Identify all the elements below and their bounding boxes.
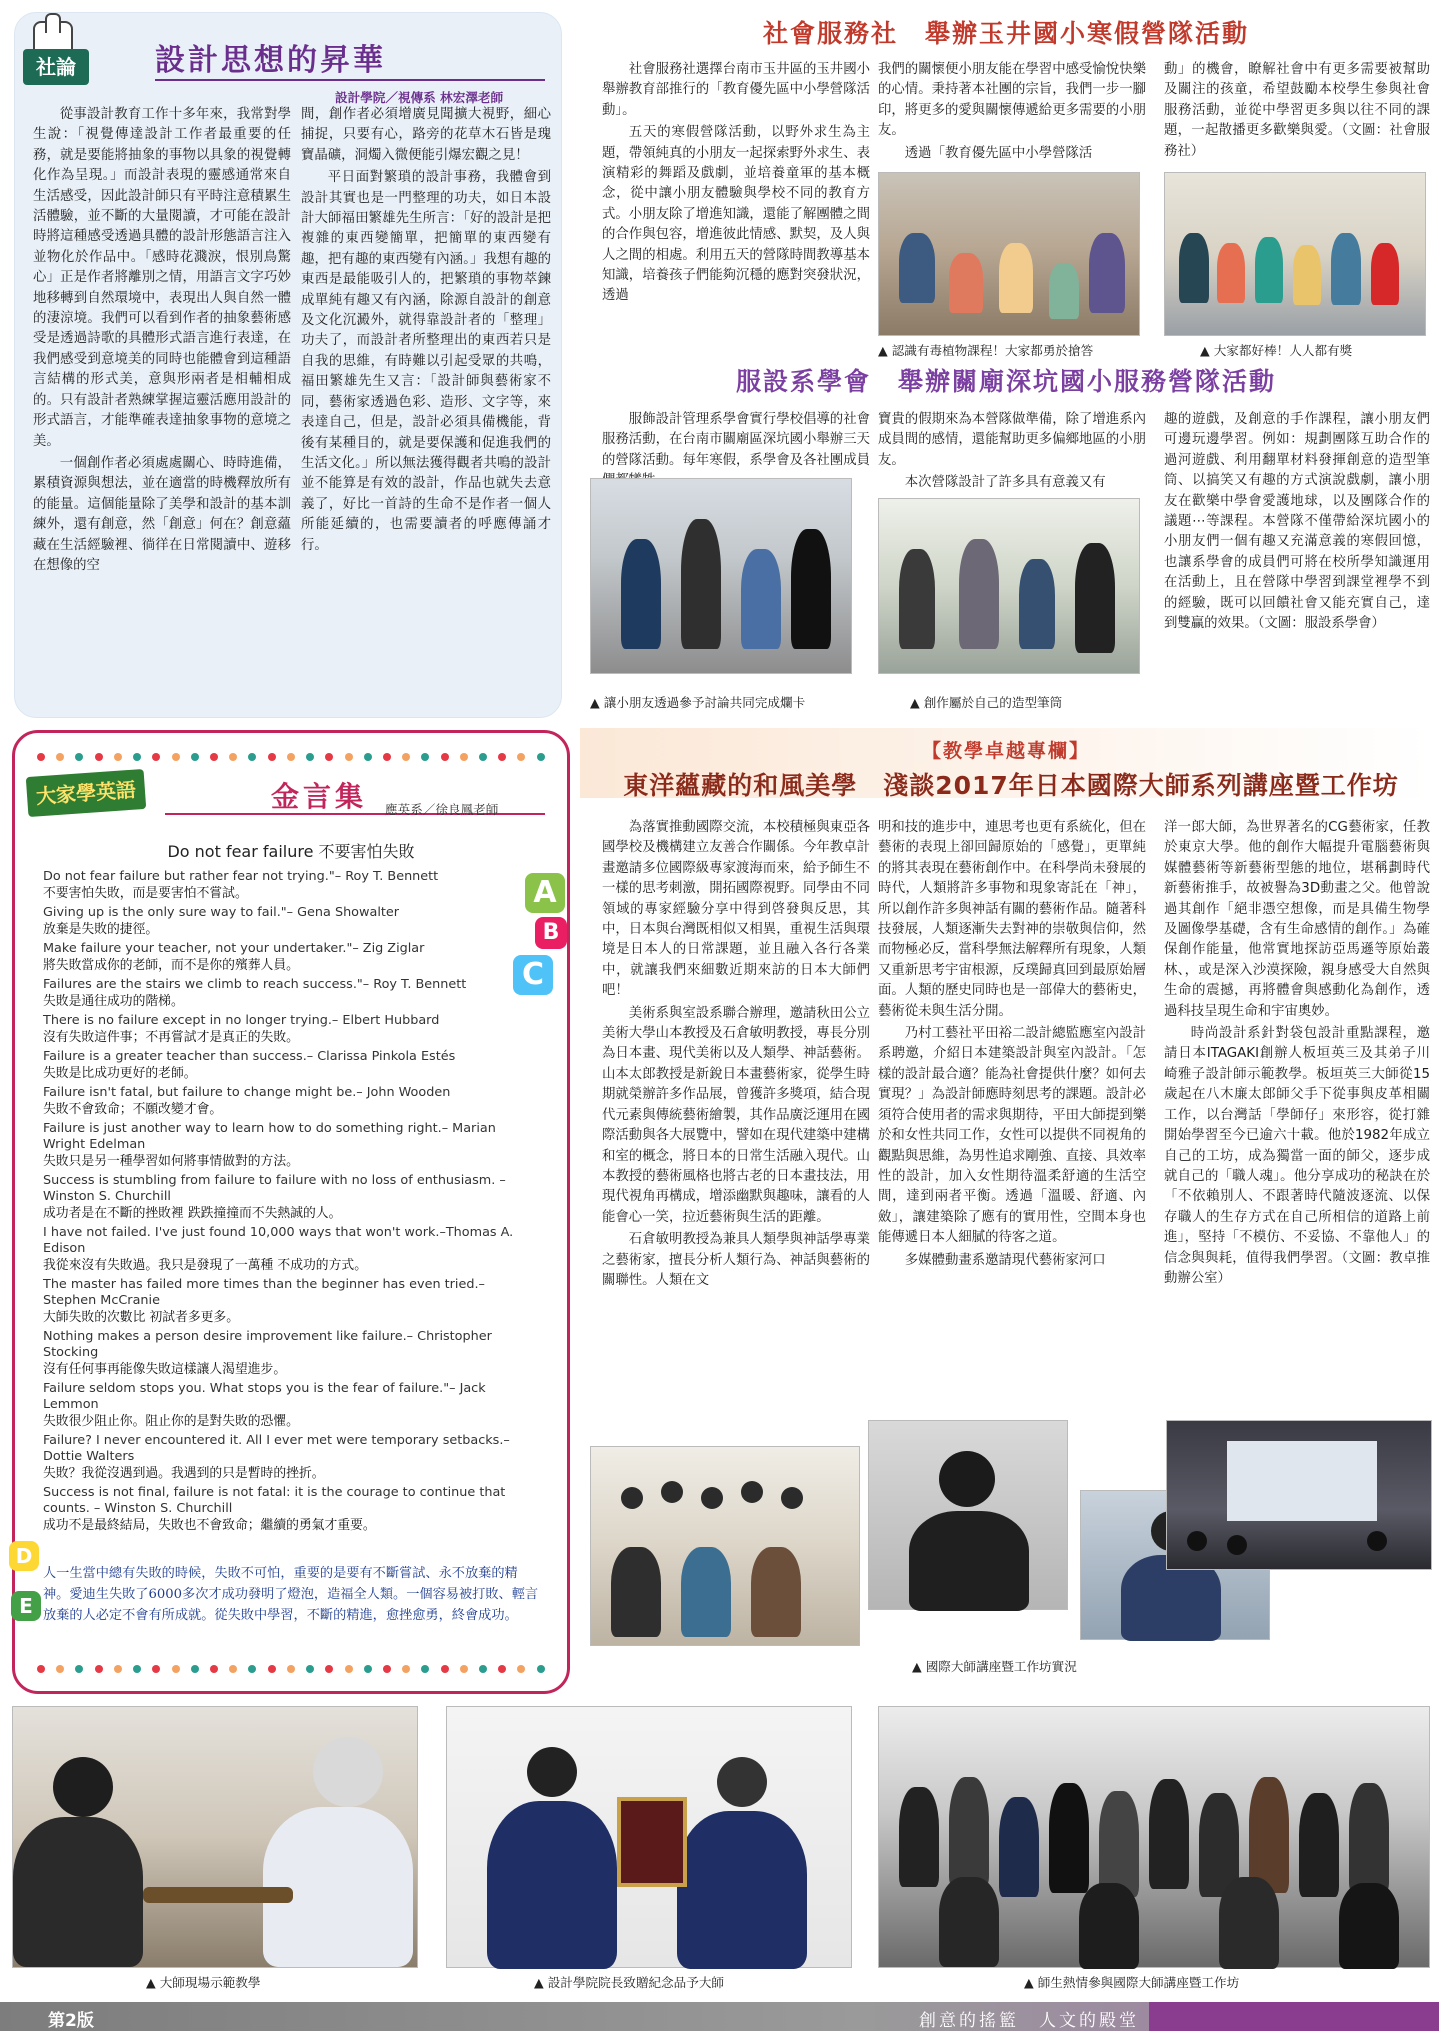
fashion-photo-2 bbox=[878, 498, 1140, 674]
fashion-title: 服設系學會 舉辦關廟深坑國小服務營隊活動 bbox=[735, 367, 1276, 396]
service-column-3 bbox=[1164, 60, 1430, 170]
quote-item: Failure is just another way to learn how to do something right.– Marian Wright Edelman 失敗只是另一種學習如何將事情做對的方法。 bbox=[43, 1121, 496, 1169]
editorial-column-2 bbox=[301, 105, 551, 711]
letter-b-icon: B bbox=[535, 917, 567, 949]
paragraph: 社會服務社選擇台南市玉井區的玉井國小舉辦教育部推行的「教育優先區中小學營隊活動」。 bbox=[602, 62, 870, 118]
paragraph: 服飾設計管理系學會實行學校倡導的社會服務活動，在台南市關廟區深坑國小舉辦三天的營隊活動。每年寒假，系學會及各社團成員 bbox=[602, 412, 870, 468]
fashion-column-3 bbox=[1164, 410, 1430, 696]
excellence-title: 東洋蘊藏的和風美學 淺談2017年日本國際大師系列講座暨工作坊 bbox=[623, 771, 1399, 800]
footer-accent-bar bbox=[1149, 2002, 1439, 2031]
quotes-author: 應英系／徐良鳳老師 bbox=[385, 802, 499, 817]
paragraph: 石倉敏明教授為兼具人類學與神話學專業之藝術家，擅長分析人類行為、神話與藝術的關聯性。人類在文 bbox=[602, 1232, 870, 1288]
service-caption-1: ▲ 認識有毒植物課程！大家都勇於搶答 bbox=[878, 343, 1094, 358]
title-underline bbox=[155, 79, 545, 81]
lecture-group-photo bbox=[590, 1446, 860, 1646]
paragraph: 明和技的進步中，連思考也更有系統化，但在藝術的表現上卻回歸原始的「感覺」，更單純的將其表現在藝術創作中。在科學尚未發展的時代，人類將許多事物和現象寄託在「神」，所以創作許多與神話有關的藝術作品。隨著科技發展，人類逐漸失去對神的崇敬與信仰，然而物極必反，當科學無法解釋所有現象，人類又重新思考宇宙根源，反璞歸真回到最原始層面。人類的歷史同時也是一部偉大的藝術史，藝術從未與生活分開。 bbox=[878, 820, 1146, 1019]
quote-item: Failure isn't fatal, but failure to change might be.– John Wooden 失敗不會致命；不願改變才會。 bbox=[43, 1085, 451, 1117]
paragraph: 透過「教育優先區中小學營隊活 bbox=[904, 145, 1093, 161]
paragraph: 五天的寒假營隊活動，以野外求生為主題，帶領純真的小朋友一起探索野外求生、表演精彩的舞蹈及戲劇，並培養童軍的基本概念，從中讓小朋友體驗與學校不同的教育方式。小朋友除了增進知識，還能了解團體之間的合作與包容，增進彼此情感、默契，及人與人之間的相處。利用五天的營隊時間教導基本知識，培養孩子們能夠沉穩的應對突發狀況，透過 bbox=[602, 125, 870, 304]
footer-motto: 創意的搖籃 人文的殿堂 bbox=[919, 2011, 1139, 2031]
quote-item: Failures are the stairs we climb to reach success."– Roy T. Bennett 失敗是通往成功的階梯。 bbox=[43, 977, 467, 1009]
group-participants-photo bbox=[878, 1706, 1430, 1968]
quote-list bbox=[43, 869, 523, 1537]
column-kicker: 【教學卓越專欄】 bbox=[921, 740, 1090, 762]
bottom-caption-1: ▲ 大師現場示範教學 bbox=[146, 1975, 261, 1990]
quote-item: Success is stumbling from failure to failure with no loss of enthusiasm. – Winston S. Churchill 成功者是在不斷的挫敗裡 跌跌撞撞而不失熱誠的人。 bbox=[43, 1173, 506, 1221]
paragraph: 平日面對繁瑣的設計事務，我體會到設計其實也是一門整理的功夫，如日本設計大師福田繁雄先生所言：「好的設計是把複雜的東西變簡單，把簡單的東西變有趣，把有趣的東西變有內涵。」我想有趣的東西是最能吸引人的，把繁瑣的事物萃鍊成單純有趣又有內涵，除源自設計的創意及文化沉澱外，就得靠設計者的「整理」功夫了，而設計者所整理出的東西若只是自我的思維，有時難以引起受眾的共鳴，福田繁雄先生又言：「設計師與藝術家不同，藝術家透過色彩、造形、文字等，來表達自己，但是，設計必須具備機能，背後有某種目的，就是要保護和促進我們的生活文化。」所以無法獲得觀者共鳴的設計並不能算是有效的設計，作品也就失去意義了，好比一首詩的生命不是作者一個人所能延續的，也需要讀者的呼應傳誦才行。 bbox=[301, 170, 551, 553]
bottom-photo-row bbox=[0, 1696, 1439, 1996]
quote-item: I have not failed. I've just found 10,000 ways that won't work.–Thomas A. Edison 我從來沒有失敗過。我只是發現了一萬種 不成功的方式。 bbox=[43, 1225, 514, 1273]
paragraph: 從事設計教育工作十多年來，我常對學生說：「視覺傳達設計工作者最重要的任務，就是要能將抽象的事物以具象的視覺轉化作為呈現。」而設計表現的靈感通常來自生活感受，因此設計師只有平時注意積累生活體驗，並不斷的大量閱讀，才可能在設計時將這種感受透過具體的設計形態語言注入並物化於作品中。「感時花濺淚，恨別鳥驚心」正是作者將離別之情，用語言文字巧妙地移轉到自然環境中，表現出人與自然一體的淒涼境。我們可以看到作者的抽象藝術感受是透過詩歌的具體形式語言進行表達，在我們感受到意境美的同時也能體會到這種語言結構的形式美，意與形兩者是相輔相成的。只有設計者熟練掌握這靈活應用設計的形式語言，才能準確表達抽象事物的意境之美。 bbox=[33, 107, 291, 449]
paragraph: 為落實推動國際交流，本校積極與東亞各國學校及機構建立友善合作關係。今年教卓計畫邀請多位國際級專家渡海而來，給予師生不一樣的思考刺激，開拓國際視野。同學由不同領域的專家經驗分享中得到啓發與反思，其中，日本與台灣既相似又相異，重視生活與環境是日本人的日常課題，並且融入各行各業中，就讓我們來細數近期來訪的日本大師們吧！ bbox=[602, 820, 870, 999]
service-title: 社會服務社 舉辦玉井國小寒假營隊活動 bbox=[762, 19, 1249, 48]
fashion-photo-1 bbox=[590, 478, 852, 674]
paragraph: 乃村工藝社平田裕二設計總監應室內設計系聘邀，介紹日本建築設計與室內設計。「怎樣的設計最合適？能為社會提供什麼？如何去實現？」為設計師應時刻思考的課題。設計必須符合使用者的需求與期待，平田大師提到樂於和女性共同工作，女性可以提供不同視角的觀點與思維，為男性追求剛強、直接、具效率性的設計，加入女性期待溫柔舒適的生活空間，達到兩者平衡。透過「溫暖、舒適、內斂」，讓建築除了應有的實用性，空間本身也能傳遞日本人細膩的待客之道。 bbox=[878, 1026, 1146, 1246]
paragraph: 美術系與室設系聯合辦理，邀請秋田公立美術大學山本教授及石倉敏明教授，專長分別為日本畫、現代美術以及人類學、神話藝術。山本太郎教授是新銳日本畫藝術家，從學生時期就榮辦許多作品展，曾獲許多獎項，結合現代元素與傳統藝術繪製，其作品廣泛運用在國際活動與各大展覽中，譬如在現代建築中建構和室的概念，將日本的日常生活融入現代。山本教授的藝術風格也將古老的日本畫技法，用現代視角再構成，增添幽默與趣味，讓看的人能會心一笑，拉近藝術與生活的距離。 bbox=[602, 1005, 870, 1225]
quote-item: Giving up is the only sure way to fail."– Gena Showalter 放棄是失敗的捷徑。 bbox=[43, 905, 400, 937]
excellence-column-2 bbox=[878, 818, 1146, 1392]
editorial-badge bbox=[23, 21, 101, 87]
letter-d-icon: D bbox=[9, 1541, 39, 1571]
letter-c-icon: C bbox=[513, 955, 553, 995]
editorial-column-1 bbox=[33, 105, 291, 711]
quotes-closing-note: 人一生當中總有失敗的時候，失敗不可怕，重要的是要有不斷嘗試、永不放棄的精神。愛迪生失敗了6000多次才成功發明了燈泡，造福全人類。一個容易被打敗、輕言放棄的人必定不會有所成就。從失敗中學習，不斷的精進，愈挫愈勇，終會成功。 bbox=[43, 1566, 539, 1623]
fashion-caption-1: ▲ 讓小朋友透過參予討論共同完成爛卡 bbox=[590, 695, 806, 710]
paragraph: 趣的遊戲，及創意的手作課程，讓小朋友們可邊玩邊學習。例如：規劃團隊互助合作的過河遊戲、利用翻單材料發揮創意的造型筆筒、以搞笑又有趣的方式演說戲劇，讓小朋友在歡樂中學會愛護地球，以及團隊合作的議題⋯等課程。本營隊不僅帶給深坑國小的小朋友們一個有趣又充滿意義的寒假回憶，也讓系學會的成員們可將在校所學知識運用在活動上，且在營隊中學習到課堂裡學不到的經驗，既可以回饋社會又能充實自己，達到雙贏的效果。（文圖：服設系學會） bbox=[1164, 412, 1430, 632]
page-number: 第2版 bbox=[48, 2011, 94, 2031]
bottom-caption-2: ▲ 設計學院院長致贈紀念品予大師 bbox=[534, 1975, 725, 1990]
excellence-caption: ▲ 國際大師講座暨工作坊實況 bbox=[912, 1659, 1077, 1674]
quote-item: Nothing makes a person desire improvement like failure.– Christopher Stocking 沒有任何事再能像失敗這樣讓人渴望進步。 bbox=[43, 1329, 492, 1377]
service-column-2 bbox=[878, 60, 1146, 166]
quote-item: Make failure your teacher, not your undertaker."– Zig Ziglar 將失敗當成你的老師，而不是你的殯葬人員。 bbox=[43, 941, 425, 973]
editorial-section bbox=[14, 12, 562, 718]
service-column-1 bbox=[602, 60, 870, 356]
quote-item: The master has failed more times than the beginner has even tried.– Stephen McCranie 大師失敗的次數比 初試者多更多。 bbox=[43, 1277, 485, 1325]
letter-e-icon: E bbox=[11, 1591, 41, 1621]
editorial-title: 設計思想的昇華 bbox=[155, 43, 386, 78]
page-footer bbox=[0, 2002, 1439, 2031]
paragraph: 我們的關懷便小朋友能在學習中感受愉悅快樂的心情。秉持著本社團的宗旨，我們一步一腳印，將更多的愛與關懷傳遞給更多需要的小朋友。 bbox=[878, 62, 1146, 139]
editorial-badge-label: 社論 bbox=[23, 49, 89, 85]
fashion-caption-2: ▲ 創作屬於自己的造型筆筒 bbox=[910, 695, 1063, 710]
editorial-author: 設計學院／視傳系 林宏澤老師 bbox=[335, 90, 504, 105]
service-photo-2 bbox=[1164, 172, 1426, 336]
teaching-excellence-section bbox=[580, 722, 1432, 1402]
artist-lecture-photo bbox=[868, 1420, 1068, 1610]
paragraph: 一個創作者必須處處關心、時時進備，累積資源與想法，並在適當的時機釋放所有的能量。這個能量除了美學和設計的基本訓練外，還有創意，然「創意」何在？創意蘊藏在生活經驗裡、徜徉在日常閱讀中、遊移在想像的空 bbox=[33, 455, 291, 573]
paragraph: 動」的機會，瞭解社會中有更多需要被幫助及關注的孩童，希望鼓勵本校學生參與社會服務活動，並從中學習更多與以往不同的課題，一起散播更多歡樂與愛。（文圖：社會服務社） bbox=[1164, 62, 1430, 159]
excellence-column-3 bbox=[1164, 818, 1430, 1392]
service-photo-1 bbox=[878, 172, 1140, 336]
paragraph: 寶貴的假期來為本營隊做準備，除了增進系內成員間的感情，還能幫助更多偏鄉地區的小朋友。 bbox=[878, 412, 1146, 468]
letter-a-icon: A bbox=[525, 873, 565, 913]
paragraph: 本次營隊設計了許多具有意義又有 bbox=[904, 475, 1106, 491]
excellence-column-1 bbox=[602, 818, 870, 1392]
quotes-heading: Do not fear failure 不要害怕失敗 bbox=[167, 842, 415, 861]
fashion-dept-section bbox=[580, 362, 1432, 710]
service-caption-2: ▲ 大家都好棒！人人都有獎 bbox=[1200, 343, 1353, 358]
service-club-section bbox=[580, 10, 1432, 360]
quotes-badge: 大家學英語 bbox=[26, 769, 147, 817]
paragraph: 間，創作者必須增廣見聞擴大視野，細心捕捉，只要有心，路旁的花草木石皆是瑰寶晶礦，洞燭入微便能引爆宏觀之見！ bbox=[301, 107, 551, 163]
quote-item: Do not fear failure but rather fear not trying."– Roy T. Bennett 不要害怕失敗，而是要害怕不嘗試。 bbox=[43, 869, 439, 901]
quotes-title: 金言集 bbox=[271, 780, 368, 813]
english-quotes-section bbox=[12, 730, 570, 1694]
bottom-caption-3: ▲ 師生熱情參與國際大師講座暨工作坊 bbox=[1024, 1975, 1240, 1990]
paragraph: 時尚設計系針對袋包設計重點課程，邀請日本ITAGAKI創辦人板垣英三及其弟子川崎雅子設計師示範教學。板垣英三大師從15歲起在八木廉太郎師父手下從事與皮革相關工作，以台灣話「學師仔」來形容，從打雜開始學習至今已逾六十載。他於1982年成立自己的工坊，成為獨當一面的師父，逐步成就自己的「職人魂」。他分享成功的秘訣在於「不依賴別人、不跟著時代隨波逐流、以保存職人的生存方式在自己所相信的道路上前進」，堅持「不模仿、不妥協、不靠他人」的信念與與耗，值得我們學習。（文圖：教卓推動辦公室） bbox=[1164, 1026, 1430, 1286]
fashion-column-2 bbox=[878, 410, 1146, 492]
quote-item: Failure seldom stops you. What stops you is the fear of failure."– Jack Lemmon 失敗很少阻止你。阻止你的是對失敗的恐懼。 bbox=[43, 1381, 486, 1429]
quote-item: Success is not final, failure is not fatal: it is the courage to continue that counts. – Winston S. Churchill 成功不是最終結局，失敗也不會致命；繼續的勇氣才重要。 bbox=[43, 1485, 506, 1533]
classroom-lecture-photo bbox=[1166, 1420, 1432, 1570]
paragraph: 洋一郎大師，為世界著名的CG藝術家，任教於東京大學。他的創作大幅提升電腦藝術與媒體藝術等新藝術型態的地位，堪稱劃時代新藝術推手，故被譽為3D動畫之父。他曾說過其創作「絕非憑空想像，而是具備生物學及圖像學基礎，含有生命感情的創作。」為確保創作能量，他常實地探訪亞馬遜等原始叢林、，或是深入沙漠探險，親身感受大自然與生命的震撼，再將體會與感動化為創作，透過科技呈現生命和宇宙奧妙。 bbox=[1164, 820, 1430, 1019]
souvenir-presentation-photo bbox=[446, 1706, 852, 1968]
quote-item: Failure is a greater teacher than success.– Clarissa Pinkola Estés 失敗是比成功更好的老師。 bbox=[43, 1049, 456, 1081]
quote-item: Failure? I never encountered it. All I ever met were temporary setbacks.– Dottie Walters 失敗？我從沒遇到過。我遇到的只是暫時的挫折。 bbox=[43, 1433, 510, 1481]
dot-border-bottom bbox=[37, 1665, 545, 1675]
quote-item: There is no failure except in no longer trying.– Elbert Hubbard 沒有失敗這件事；不再嘗試才是真正的失敗。 bbox=[43, 1013, 440, 1045]
dot-border-top bbox=[37, 753, 545, 763]
demo-teaching-photo bbox=[12, 1706, 418, 1968]
fashion-column-1 bbox=[602, 410, 870, 472]
paragraph: 多媒體動畫系邀請現代藝術家河口 bbox=[904, 1252, 1106, 1268]
